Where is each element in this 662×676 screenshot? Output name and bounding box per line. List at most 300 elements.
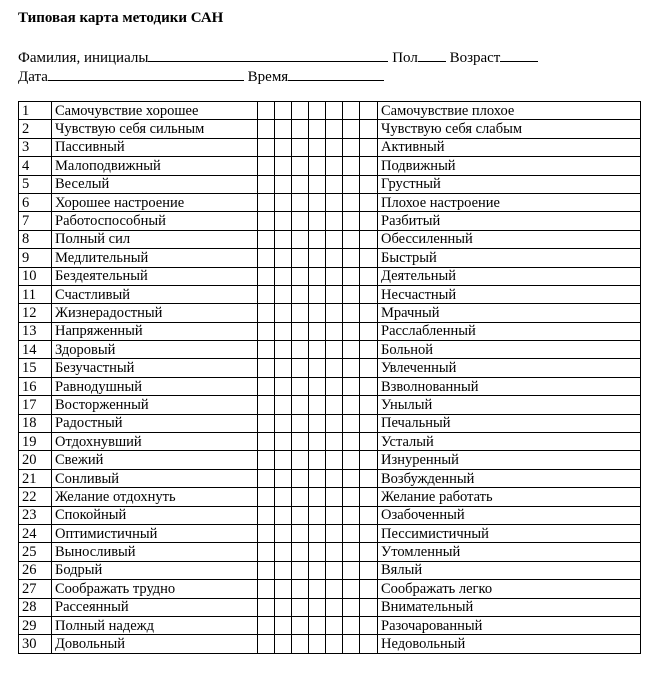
rating-cell[interactable] [326, 451, 343, 469]
rating-cell[interactable] [292, 267, 309, 285]
surname-field[interactable] [148, 48, 388, 62]
rating-cell[interactable] [275, 212, 292, 230]
rating-cell[interactable] [326, 488, 343, 506]
row-number: 15 [19, 359, 52, 377]
rating-cell[interactable] [360, 341, 378, 359]
rating-cell[interactable] [258, 341, 275, 359]
rating-cell[interactable] [360, 580, 378, 598]
rating-cell[interactable] [258, 267, 275, 285]
rating-cell[interactable] [326, 175, 343, 193]
row-number: 6 [19, 193, 52, 211]
rating-cell[interactable] [292, 120, 309, 138]
rating-cell[interactable] [326, 377, 343, 395]
row-number: 18 [19, 414, 52, 432]
rating-cell[interactable] [275, 120, 292, 138]
rating-cell[interactable] [292, 230, 309, 248]
table-row [19, 285, 641, 303]
rating-cell[interactable] [326, 322, 343, 340]
time-label: Время [247, 69, 289, 85]
rating-cell[interactable] [343, 414, 360, 432]
rating-cell[interactable] [343, 635, 360, 653]
rating-cell[interactable] [360, 230, 378, 248]
rating-cell[interactable] [275, 102, 292, 120]
right-descriptor: Деятельный [378, 267, 641, 285]
rating-cell[interactable] [326, 396, 343, 414]
rating-cell[interactable] [326, 193, 343, 211]
rating-cell[interactable] [360, 469, 378, 487]
rating-cell[interactable] [360, 157, 378, 175]
table-row [19, 230, 641, 248]
rating-cell[interactable] [360, 506, 378, 524]
rating-cell[interactable] [309, 359, 326, 377]
rating-cell[interactable] [309, 322, 326, 340]
rating-cell[interactable] [360, 193, 378, 211]
rating-cell[interactable] [343, 212, 360, 230]
rating-cell[interactable] [258, 543, 275, 561]
left-descriptor: Соображать трудно [52, 580, 258, 598]
rating-cell[interactable] [275, 249, 292, 267]
rating-cell[interactable] [360, 396, 378, 414]
right-descriptor: Утомленный [378, 543, 641, 561]
rating-cell[interactable] [275, 414, 292, 432]
rating-cell[interactable] [258, 616, 275, 634]
rating-cell[interactable] [326, 433, 343, 451]
rating-cell[interactable] [275, 616, 292, 634]
right-descriptor: Желание работать [378, 488, 641, 506]
left-descriptor: Самочувствие хорошее [52, 102, 258, 120]
rating-cell[interactable] [326, 120, 343, 138]
right-descriptor: Обессиленный [378, 230, 641, 248]
right-descriptor: Соображать легко [378, 580, 641, 598]
rating-cell[interactable] [258, 285, 275, 303]
left-descriptor: Хорошее настроение [52, 193, 258, 211]
rating-cell[interactable] [292, 598, 309, 616]
right-descriptor: Несчастный [378, 285, 641, 303]
rating-cell[interactable] [343, 304, 360, 322]
sex-field[interactable] [418, 48, 446, 62]
table-row [19, 469, 641, 487]
rating-cell[interactable] [292, 451, 309, 469]
rating-cell[interactable] [292, 414, 309, 432]
rating-cell[interactable] [292, 322, 309, 340]
rating-cell[interactable] [275, 157, 292, 175]
rating-cell[interactable] [292, 433, 309, 451]
rating-cell[interactable] [309, 506, 326, 524]
rating-cell[interactable] [360, 635, 378, 653]
rating-cell[interactable] [258, 414, 275, 432]
right-descriptor: Чувствую себя слабым [378, 120, 641, 138]
rating-cell[interactable] [275, 580, 292, 598]
rating-cell[interactable] [326, 212, 343, 230]
rating-cell[interactable] [275, 377, 292, 395]
rating-cell[interactable] [360, 322, 378, 340]
age-field[interactable] [500, 48, 538, 62]
rating-cell[interactable] [360, 451, 378, 469]
left-descriptor: Желание отдохнуть [52, 488, 258, 506]
rating-cell[interactable] [258, 377, 275, 395]
left-descriptor: Полный надежд [52, 616, 258, 634]
rating-cell[interactable] [360, 414, 378, 432]
rating-cell[interactable] [360, 249, 378, 267]
right-descriptor: Изнуренный [378, 451, 641, 469]
rating-cell[interactable] [292, 285, 309, 303]
row-number: 7 [19, 212, 52, 230]
rating-cell[interactable] [258, 322, 275, 340]
rating-cell[interactable] [258, 249, 275, 267]
rating-cell[interactable] [309, 157, 326, 175]
rating-cell[interactable] [292, 488, 309, 506]
rating-cell[interactable] [275, 341, 292, 359]
rating-cell[interactable] [360, 433, 378, 451]
rating-cell[interactable] [343, 175, 360, 193]
age-label: Возраст [449, 50, 501, 66]
rating-cell[interactable] [292, 469, 309, 487]
rating-cell[interactable] [309, 120, 326, 138]
rating-cell[interactable] [360, 267, 378, 285]
rating-cell[interactable] [309, 396, 326, 414]
rating-cell[interactable] [343, 249, 360, 267]
rating-cell[interactable] [275, 543, 292, 561]
rating-cell[interactable] [326, 506, 343, 524]
row-number: 27 [19, 580, 52, 598]
left-descriptor: Бодрый [52, 561, 258, 579]
rating-cell[interactable] [343, 193, 360, 211]
rating-cell[interactable] [326, 543, 343, 561]
right-descriptor: Усталый [378, 433, 641, 451]
rating-cell[interactable] [326, 341, 343, 359]
rating-cell[interactable] [326, 561, 343, 579]
rating-cell[interactable] [343, 433, 360, 451]
rating-cell[interactable] [360, 138, 378, 156]
rating-cell[interactable] [292, 561, 309, 579]
form-line-date [18, 67, 384, 86]
rating-cell[interactable] [343, 598, 360, 616]
rating-cell[interactable] [292, 341, 309, 359]
rating-cell[interactable] [326, 635, 343, 653]
rating-cell[interactable] [292, 102, 309, 120]
rating-cell[interactable] [275, 359, 292, 377]
san-scale-table [18, 101, 641, 654]
rating-cell[interactable] [292, 138, 309, 156]
table-row [19, 433, 641, 451]
rating-cell[interactable] [326, 304, 343, 322]
rating-cell[interactable] [275, 451, 292, 469]
table-row [19, 414, 641, 432]
rating-cell[interactable] [258, 212, 275, 230]
rating-cell[interactable] [360, 616, 378, 634]
rating-cell[interactable] [343, 359, 360, 377]
right-descriptor: Разочарованный [378, 616, 641, 634]
rating-cell[interactable] [343, 120, 360, 138]
rating-cell[interactable] [343, 616, 360, 634]
rating-cell[interactable] [360, 212, 378, 230]
rating-cell[interactable] [292, 580, 309, 598]
form-line-name [18, 48, 538, 67]
rating-cell[interactable] [309, 175, 326, 193]
left-descriptor: Восторженный [52, 396, 258, 414]
rating-cell[interactable] [309, 138, 326, 156]
date-field[interactable] [48, 67, 244, 81]
time-field[interactable] [288, 67, 384, 81]
rating-cell[interactable] [343, 322, 360, 340]
rating-cell[interactable] [360, 524, 378, 542]
rating-cell[interactable] [360, 175, 378, 193]
right-descriptor: Подвижный [378, 157, 641, 175]
rating-cell[interactable] [275, 230, 292, 248]
row-number: 10 [19, 267, 52, 285]
rating-cell[interactable] [309, 304, 326, 322]
rating-cell[interactable] [258, 396, 275, 414]
rating-cell[interactable] [292, 193, 309, 211]
table-row [19, 543, 641, 561]
rating-cell[interactable] [360, 543, 378, 561]
rating-cell[interactable] [275, 561, 292, 579]
rating-cell[interactable] [343, 506, 360, 524]
row-number: 2 [19, 120, 52, 138]
rating-cell[interactable] [360, 359, 378, 377]
right-descriptor: Внимательный [378, 598, 641, 616]
rating-cell[interactable] [326, 102, 343, 120]
left-descriptor: Чувствую себя сильным [52, 120, 258, 138]
right-descriptor: Унылый [378, 396, 641, 414]
rating-cell[interactable] [309, 267, 326, 285]
rating-cell[interactable] [275, 469, 292, 487]
rating-cell[interactable] [275, 304, 292, 322]
rating-cell[interactable] [343, 138, 360, 156]
right-descriptor: Вялый [378, 561, 641, 579]
table-row [19, 193, 641, 211]
right-descriptor: Взволнованный [378, 377, 641, 395]
rating-cell[interactable] [343, 377, 360, 395]
rating-cell[interactable] [292, 304, 309, 322]
rating-cell[interactable] [309, 285, 326, 303]
rating-cell[interactable] [309, 414, 326, 432]
rating-cell[interactable] [258, 138, 275, 156]
rating-cell[interactable] [343, 524, 360, 542]
rating-cell[interactable] [292, 175, 309, 193]
rating-cell[interactable] [360, 304, 378, 322]
table-row [19, 359, 641, 377]
row-number: 1 [19, 102, 52, 120]
rating-cell[interactable] [258, 193, 275, 211]
rating-cell[interactable] [258, 506, 275, 524]
surname-label: Фамилия, инициалы [18, 50, 149, 66]
left-descriptor: Спокойный [52, 506, 258, 524]
rating-cell[interactable] [326, 414, 343, 432]
rating-cell[interactable] [343, 469, 360, 487]
rating-cell[interactable] [258, 433, 275, 451]
rating-cell[interactable] [326, 157, 343, 175]
left-descriptor: Медлительный [52, 249, 258, 267]
rating-cell[interactable] [309, 451, 326, 469]
rating-cell[interactable] [360, 598, 378, 616]
rating-cell[interactable] [258, 359, 275, 377]
rating-cell[interactable] [258, 580, 275, 598]
row-number: 20 [19, 451, 52, 469]
row-number: 17 [19, 396, 52, 414]
rating-cell[interactable] [292, 377, 309, 395]
right-descriptor: Пессимистичный [378, 524, 641, 542]
rating-cell[interactable] [326, 469, 343, 487]
rating-cell[interactable] [309, 102, 326, 120]
rating-cell[interactable] [309, 212, 326, 230]
rating-cell[interactable] [326, 580, 343, 598]
rating-cell[interactable] [275, 433, 292, 451]
table-row [19, 451, 641, 469]
rating-cell[interactable] [326, 359, 343, 377]
rating-cell[interactable] [343, 488, 360, 506]
rating-cell[interactable] [343, 561, 360, 579]
left-descriptor: Отдохнувший [52, 433, 258, 451]
rating-cell[interactable] [326, 524, 343, 542]
rating-cell[interactable] [343, 580, 360, 598]
rating-cell[interactable] [309, 249, 326, 267]
rating-cell[interactable] [326, 285, 343, 303]
rating-cell[interactable] [360, 561, 378, 579]
rating-cell[interactable] [292, 616, 309, 634]
row-number: 23 [19, 506, 52, 524]
rating-cell[interactable] [343, 230, 360, 248]
rating-cell[interactable] [258, 157, 275, 175]
rating-cell[interactable] [275, 506, 292, 524]
sex-label: Пол [392, 50, 418, 66]
right-descriptor: Грустный [378, 175, 641, 193]
rating-cell[interactable] [326, 598, 343, 616]
rating-cell[interactable] [258, 451, 275, 469]
rating-cell[interactable] [275, 193, 292, 211]
row-number: 24 [19, 524, 52, 542]
row-number: 9 [19, 249, 52, 267]
rating-cell[interactable] [360, 285, 378, 303]
left-descriptor: Веселый [52, 175, 258, 193]
row-number: 13 [19, 322, 52, 340]
right-descriptor: Самочувствие плохое [378, 102, 641, 120]
rating-cell[interactable] [292, 359, 309, 377]
right-descriptor: Озабоченный [378, 506, 641, 524]
rating-cell[interactable] [326, 616, 343, 634]
rating-cell[interactable] [258, 488, 275, 506]
right-descriptor: Активный [378, 138, 641, 156]
rating-cell[interactable] [343, 451, 360, 469]
table-row [19, 304, 641, 322]
table-row [19, 524, 641, 542]
rating-cell[interactable] [309, 341, 326, 359]
rating-cell[interactable] [360, 102, 378, 120]
right-descriptor: Плохое настроение [378, 193, 641, 211]
rating-cell[interactable] [292, 396, 309, 414]
rating-cell[interactable] [360, 120, 378, 138]
rating-cell[interactable] [258, 304, 275, 322]
rating-cell[interactable] [275, 322, 292, 340]
rating-cell[interactable] [343, 157, 360, 175]
rating-cell[interactable] [258, 598, 275, 616]
rating-cell[interactable] [309, 230, 326, 248]
rating-cell[interactable] [309, 377, 326, 395]
rating-cell[interactable] [292, 249, 309, 267]
rating-cell[interactable] [309, 488, 326, 506]
table-row [19, 506, 641, 524]
rating-cell[interactable] [360, 488, 378, 506]
rating-cell[interactable] [258, 635, 275, 653]
left-descriptor: Выносливый [52, 543, 258, 561]
row-number: 8 [19, 230, 52, 248]
rating-cell[interactable] [275, 175, 292, 193]
rating-cell[interactable] [275, 488, 292, 506]
row-number: 30 [19, 635, 52, 653]
left-descriptor: Оптимистичный [52, 524, 258, 542]
rating-cell[interactable] [258, 524, 275, 542]
rating-cell[interactable] [326, 267, 343, 285]
rating-cell[interactable] [343, 285, 360, 303]
rating-cell[interactable] [360, 377, 378, 395]
rating-cell[interactable] [309, 635, 326, 653]
rating-cell[interactable] [258, 102, 275, 120]
rating-cell[interactable] [343, 102, 360, 120]
rating-cell[interactable] [343, 396, 360, 414]
table-row [19, 157, 641, 175]
rating-cell[interactable] [275, 635, 292, 653]
rating-cell[interactable] [326, 249, 343, 267]
rating-cell[interactable] [275, 138, 292, 156]
rating-cell[interactable] [309, 433, 326, 451]
table-row [19, 580, 641, 598]
rating-cell[interactable] [258, 230, 275, 248]
rating-cell[interactable] [292, 212, 309, 230]
rating-cell[interactable] [343, 267, 360, 285]
rating-cell[interactable] [326, 230, 343, 248]
rating-cell[interactable] [309, 193, 326, 211]
left-descriptor: Рассеянный [52, 598, 258, 616]
left-descriptor: Малоподвижный [52, 157, 258, 175]
left-descriptor: Счастливый [52, 285, 258, 303]
rating-cell[interactable] [275, 598, 292, 616]
rating-cell[interactable] [258, 175, 275, 193]
rating-cell[interactable] [309, 616, 326, 634]
rating-cell[interactable] [292, 506, 309, 524]
rating-cell[interactable] [258, 561, 275, 579]
left-descriptor: Полный сил [52, 230, 258, 248]
rating-cell[interactable] [258, 120, 275, 138]
rating-cell[interactable] [275, 267, 292, 285]
table-row [19, 377, 641, 395]
table-row [19, 249, 641, 267]
rating-cell[interactable] [292, 157, 309, 175]
rating-cell[interactable] [292, 635, 309, 653]
rating-cell[interactable] [309, 598, 326, 616]
rating-cell[interactable] [275, 524, 292, 542]
rating-cell[interactable] [309, 543, 326, 561]
row-number: 16 [19, 377, 52, 395]
table-row [19, 598, 641, 616]
page-title: Типовая карта методики САН [18, 10, 224, 26]
rating-cell[interactable] [343, 341, 360, 359]
rating-cell[interactable] [326, 138, 343, 156]
rating-cell[interactable] [275, 285, 292, 303]
rating-cell[interactable] [275, 396, 292, 414]
rating-cell[interactable] [292, 524, 309, 542]
rating-cell[interactable] [292, 543, 309, 561]
row-number: 25 [19, 543, 52, 561]
rating-cell[interactable] [309, 524, 326, 542]
rating-cell[interactable] [309, 580, 326, 598]
rating-cell[interactable] [309, 561, 326, 579]
left-descriptor: Сонливый [52, 469, 258, 487]
left-descriptor: Работоспособный [52, 212, 258, 230]
rating-cell[interactable] [309, 469, 326, 487]
rating-cell[interactable] [258, 469, 275, 487]
row-number: 29 [19, 616, 52, 634]
rating-cell[interactable] [343, 543, 360, 561]
